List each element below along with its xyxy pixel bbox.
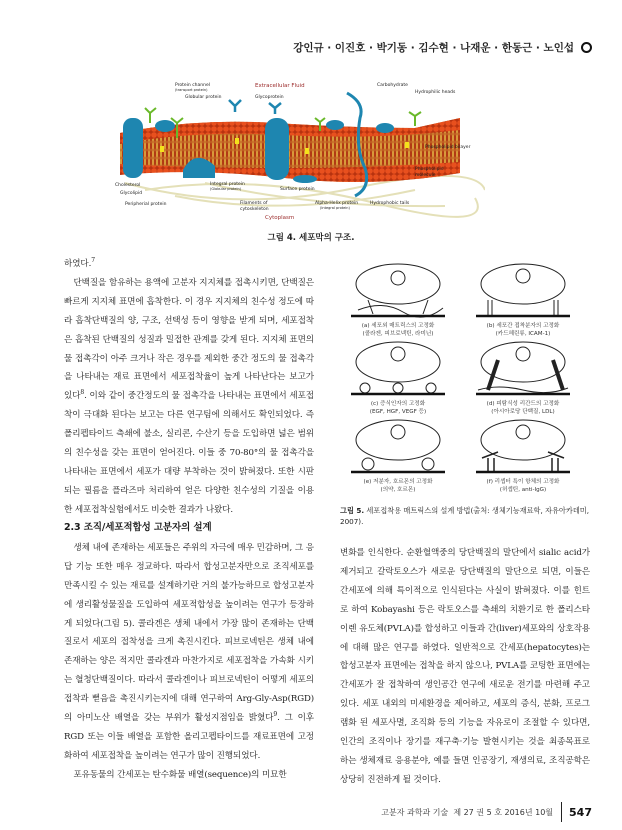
label-phospholipid-bilayer: Phospholipid bilayer — [425, 145, 471, 150]
paragraph: 포유동물의 간세포는 탄수화물 배열(sequence)의 미묘한 — [73, 769, 287, 780]
label-extracellular: Extracellular Fluid — [255, 83, 305, 89]
label-integral-protein-sub: (Globular protein) — [210, 187, 242, 191]
panel-e: (e) 저분자, 호르몬의 고정화 (의약, 호르몬) — [338, 418, 458, 496]
paragraph: 하였다.$^7$ — [64, 257, 95, 269]
label-protein-channel: Protein channel — [175, 83, 211, 88]
left-column-top — [64, 255, 314, 520]
journal-name: 고분자 과학과 기술 — [381, 807, 449, 817]
paragraph: 변화를 인식한다. 순환혈액중의 당단백질의 말단에서 sialic acid가 제거되고 갈락토오스가 새로운 당단백질의 말단으로 되면, 이들은 간세포에 의해 특이적으로 인식된다는 사실이 밝혀졌다. 이를 힌트로 하여 Kobayashi 등은 락토오스를 측쇄의 치환기로 한 폴리스타이렌 유도체(PVLA)를 합성하고 이들과 간(liver)세포와의 상호작용에 대해 많은 연구를 하였다. 일반적으로 간세포(hepatocytes)는 합성고분자 표면에는 접착을 하지 않으나, PVLA를 코팅한 표면에는 간세포가 잘 접착하여 생인공간 연구에 새로운 전기를 마련해 주고 있다. 세포 내외의 미세환경을 제어하고, 세포의 증식, 분화, 프로그램화 된 세포사멸, 조직화 등의 기능을 자유로이 조절할 수 있다면, 인간의 조직이나 장기를 재구축·기능 발현시키는 것을 최종목표로 하는 생체재료 응용분야, 예를 들면 인공장기, 재생의료, 조직공학은 상당히 진전하게 될 것이다. — [340, 548, 590, 785]
figure-5-matrix-designs — [338, 262, 588, 498]
label-surface-protein: Surface protein — [280, 187, 315, 192]
label-hydrophobic-tails: Hydrophobic tails — [370, 201, 410, 206]
right-column-text — [340, 544, 590, 790]
left-column-section — [64, 519, 314, 785]
page-number: 547 — [569, 805, 592, 819]
label-cytoplasm: Cytoplasm — [265, 215, 295, 221]
figure-4-cell-membrane — [115, 78, 485, 223]
panel-c: (c) 증식인자의 고정화 (EGF, HGF, VEGF 등) — [338, 340, 458, 418]
issue-info: 제 27 권 5 호 2016년 10월 — [453, 807, 554, 817]
paragraph: 생체 내에 존재하는 세포들은 주위의 자극에 매우 민감하며, 그 응답 기능 또한 매우 정교하다. 따라서 합성고분자만으로 조직세포를 만족시킬 수 있는 재료를 설계하기란 거의 불가능하므로 합성고분자에 생리활성물질을 도입하여 세포적합성을 높이려는 연구가 등장하게 되었다(그림 5). 콜라겐은 생체 내에서 가장 많이 존재하는 단백질로서 세포의 접착성을 크게 촉진시킨다. 피브로넥틴은 생체 내에 존재하는 양은 적지만 콜라겐과 마찬가지로 세포접착을 가속화 시키는 혈청단백질이다. 따라서 콜라겐이나 피브로넥틴이 어떻게 세포의 접착과 뻗음을 촉진시키는지에 대해 연구하여 Arg-Gly-Asp(RGD)의 아미노산 배열을 갖는 부위가 활성지점임을 밝혔다$^9$. 그 이후 RGD 또는 이들 배열을 포함한 올리고펩타이드를 재료표면에 고정화하여 세포접착을 높이려는 연구가 많이 진행되었다. — [64, 542, 314, 761]
label-phospholipid-molecule-2: molecule — [415, 173, 436, 178]
label-phospholipid-molecule-1: Phospholipid — [415, 167, 444, 172]
label-globular-protein: Globular protein — [185, 95, 222, 100]
label-alpha-helix: Alpha-Helix protein — [315, 201, 359, 206]
paragraph: 단백질을 함유하는 용액에 고분자 지지체를 접촉시키면, 단백질은 빠르게 지지체 표면에 흡착한다. 이 경우 지지체의 친수성 정도에 따라 흡착단백질의 양, 구조, 선택성 등이 영향을 받게 되며, 세포접착은 흡착된 단백질의 성질과 밀접한 관계를 갖게 된다. 지지체 표면의 물 접촉각이 아주 크거나 작은 경우를 제외한 중간 정도의 물 접촉각을 나타내는 재료 표면에서 세포접착율이 높게 나타난다는 보고가 있다$^8$. 이와 같이 중간정도의 물 접촉각을 나타내는 표면에서 세포접착이 극대화 된다는 보고는 다른 연구팀에 의해서도 확인되었다. 즉 폴리펩타이드 측쇄에 불소, 실리콘, 수산기 등을 도입하면 넓은 범위의 친수성을 갖는 표면이 얻어진다. 이들 중 70-80°의 물 접촉각을 나타내는 표면에서 세포가 대량 부착하는 것이 밝혀졌다. 또한 시판되는 필름을 플라즈마 처리하여 얻은 다양한 친수성의 기질을 이용한 세포접착실험에서도 비슷한 결과가 나왔다. — [64, 277, 314, 515]
circle-bullet-icon — [581, 42, 592, 53]
authors-text: 강인규 · 이진호 · 박기동 · 김수현 · 나재운 · 한동근 · 노인섭 — [293, 42, 574, 54]
label-integral-protein: Integral protein — [210, 182, 245, 187]
label-cholesterol: Cholesterol — [115, 183, 141, 188]
figure-5-caption: 그림 5. 세포접착용 매트릭스의 설계 방법(출처: 생체기능재료학, 자유아카데미, 2007). — [340, 506, 589, 526]
label-protein-channel-sub: (transport protein) — [175, 88, 208, 92]
label-filaments-1: Filaments of — [240, 201, 268, 206]
section-title: 2.3 조직/세포적합성 고분자의 설계 — [64, 522, 212, 533]
panel-b: (b) 세포간 접착분자의 고정화 (카드헤린류, ICAM-1) — [463, 262, 583, 340]
panel-d: (d) 피탐식성 리간드의 고정화 (아시아로당 단백질, LDL) — [463, 340, 583, 418]
label-filaments-2: cytoskeleton — [240, 207, 269, 212]
figure-4-caption: 그림 4. 세포막의 구조. — [267, 233, 355, 243]
footer-divider — [561, 802, 562, 822]
page-footer — [381, 802, 592, 822]
label-glycoprotein: Glycoprotein — [255, 95, 284, 100]
label-carbohydrate: Carbohydrate — [377, 83, 408, 88]
label-alpha-helix-sub: (Integral protein) — [320, 206, 350, 210]
label-peripheral-protein: Peripherial protein — [125, 202, 167, 207]
panel-a: (a) 세포외 매트릭스의 고정화 (콜라겐, 피브로넥틴, 라미닌) — [338, 262, 458, 340]
label-hydrophilic-heads: Hydrophilic heads — [415, 90, 456, 95]
panel-f: (f) 리셉터 특이 항체의 고정화 (허셉틴, anti-IgG) — [463, 418, 583, 496]
author-list — [293, 40, 592, 55]
label-glycolipid: Glycolipid — [120, 191, 143, 196]
